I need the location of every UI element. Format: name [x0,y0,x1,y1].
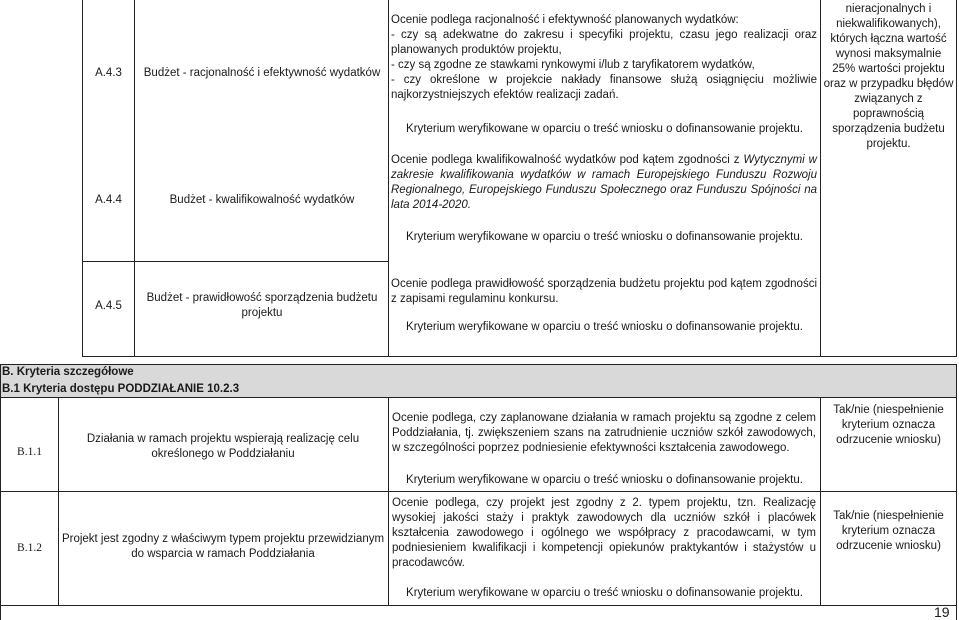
row-code: A.4.4 [95,194,122,206]
criterion-text: Kryterium weryfikowane w oparciu o treść wniosku o dofinansowanie projektu. [406,123,803,135]
grid-line [388,397,389,605]
grid-line [82,261,388,262]
row-description [391,153,817,213]
evaluation-note: nieracjonalnych i niekwalifikowanych), których łączna wartość wynosi maksymalnie 25% wartości projektu oraz w przypadku błędów związanych z poprawnością sporządzenia budżetu projektu. [823,3,954,150]
grid-line [0,364,1,620]
row-name: Działania w ramach projektu wspierają realizację celu określonego w Poddziałaniu [86,433,360,460]
criterion-text: Kryterium weryfikowane w oparciu o treść wniosku o dofinansowanie projektu. [406,231,803,243]
desc-italic: Wytycznymi w zakresie kwalifikowania wydatków w ramach Europejskiego Funduszu Rozwoju Regionalnego, Europejskiego Funduszu Społecznego oraz Funduszu Spójności na lata 2014-2020. [391,154,817,211]
grid-line [82,356,957,357]
grid-line [820,397,821,605]
section-b1-title: B.1 Kryteria dostępu PODDZIAŁANIE 10.2.3 [2,383,240,395]
desc-prefix: Ocenie podlega kwalifikowalność wydatków pod kątem zgodności z [391,154,744,166]
desc-line: - czy są zgodne ze stawkami rynkowymi i/lub z taryfikatorem wydatków, [391,59,755,71]
desc-line: - czy są adekwatne do zakresu i specyfiki projektu, czasu jego realizacji oraz planowanych produktów projektu, [391,29,817,56]
result-text: Tak/nie (niespełnienie kryterium oznacza odrzucenie wniosku) [833,510,944,552]
row-name: Budżet - racjonalność i efektywność wydatków [143,67,381,79]
row-name: Projekt jest zgodny z właściwym typem projektu przewidzianym do wsparcia w ramach Poddziałania [61,533,385,560]
grid-line [388,0,389,356]
row-name: Budżet - prawidłowość sporządzenia budżetu projektu [146,292,378,319]
row-name: Budżet - kwalifikowalność wydatków [169,194,355,206]
grid-line [134,0,135,356]
row-description: Ocenie podlega, czy projekt jest zgodny z 2. typem projektu, tzn. Realizację wysokiej jakości staży i praktyk zawodowych dla uczniów szkół i placówek kształcenia zawodowego i ogólnego we współpracy z pracodawcami, w tym podniesieniem kwalifikacji i kompetencji opiekunów praktykantów i stażystów u pracodawców. [392,497,816,569]
criterion-text: Kryterium weryfikowane w oparciu o treść wniosku o dofinansowanie projektu. [406,587,803,599]
section-b-title: B. Kryteria szczegółowe [2,366,134,378]
row-code: B.1.1 [17,446,42,458]
criterion-text: Kryterium weryfikowane w oparciu o treść wniosku o dofinansowanie projektu. [406,321,803,333]
row-code: A.4.5 [95,300,122,312]
grid-line [58,397,59,605]
result-text: Tak/nie (niespełnienie kryterium oznacza odrzucenie wniosku) [833,404,944,446]
desc-line: Ocenie podlega racjonalność i efektywność planowanych wydatków: [391,14,739,26]
row-description: Ocenie podlega, czy zaplanowane działania w ramach projektu są zgodne z celem Poddziałania, tj. zwiększeniem szans na zatrudnienie uczniów szkół zawodowych, w szczególności poprzez podniesienie efektywności kształcenia zawodowego. [392,412,816,454]
row-description [391,13,817,103]
row-code: B.1.2 [17,542,42,554]
page-number: 19 [934,604,950,620]
criterion-text: Kryterium weryfikowane w oparciu o treść wniosku o dofinansowanie projektu. [406,474,803,486]
row-description: Ocenie podlega prawidłowość sporządzenia budżetu projektu pod kątem zgodności z zapisami regulaminu konkursu. [391,278,817,305]
grid-line [0,605,957,606]
desc-line: - czy określone w projekcie nakłady finansowe służą osiągnięciu możliwie najkorzystniejszych efektów realizacji zadań. [391,74,817,101]
grid-line [956,364,957,620]
grid-line [956,0,957,356]
row-code: A.4.3 [95,67,122,79]
grid-line [820,0,821,356]
grid-line [0,491,957,492]
